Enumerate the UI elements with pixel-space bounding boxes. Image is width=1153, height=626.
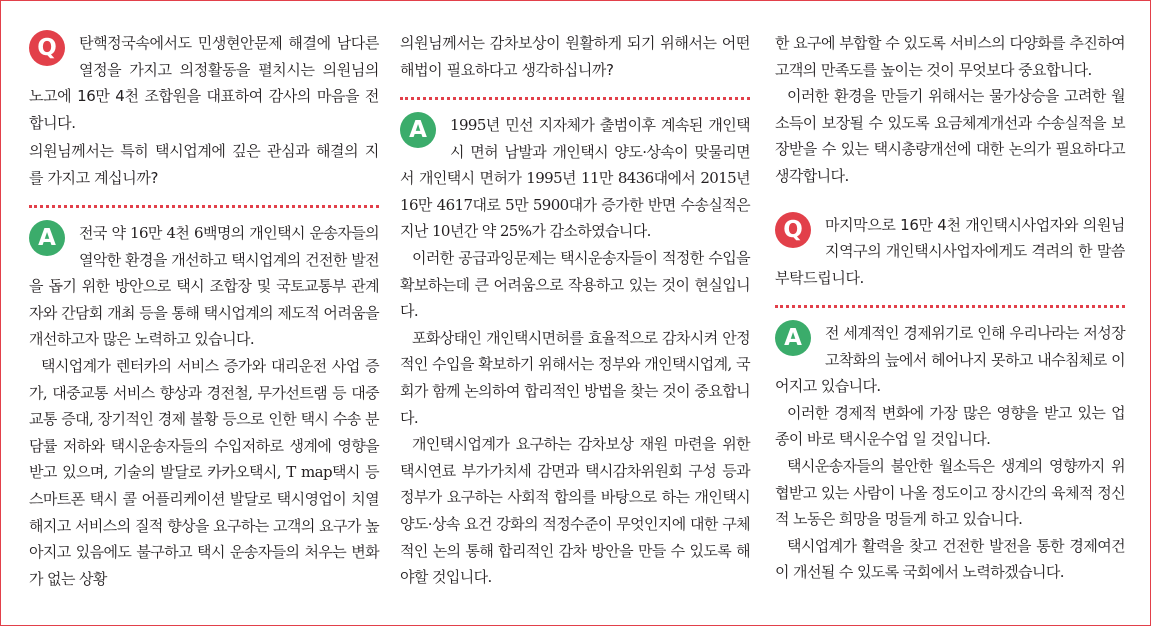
answer-paragraph: 1995년 민선 지자체가 출범이후 계속된 개인택시 면허 남발과 개인택시 양도·상속이 맞물리면서 개인택시 면허가 1995년 11만 8436대에서 2015년 16만 4617대로 5만 5900대가 증가한 반면 수송실적은 지난 10년간 약 25%가 감소하였습니다. [400, 116, 750, 241]
answer-paragraph: 포화상태인 개인택시면허를 효율적으로 감차시켜 안정적인 수입을 확보하기 위해서는 정부와 개인택시업계, 국회가 함께 논의하여 합리적인 방법을 찾는 것이 중요합니다. [400, 328, 750, 427]
answer-paragraph: 전 세계적인 경제위기로 인해 우리나라는 저성장 고착화의 늪에서 헤어나지 못하고 내수침체로 이어지고 있습니다. [775, 324, 1125, 396]
question-text: 탄핵정국속에서도 민생현안문제 해결에 남다른 열정을 가지고 의정활동을 펼치시는 의원님의 노고에 16만 4천 조합원을 대표하여 감사의 마음을 전합니다. [29, 34, 379, 132]
answer-paragraph: 한 요구에 부합할 수 있도록 서비스의 다양화를 추진하여 고객의 만족도를 높이는 것이 무엇보다 중요합니다. [775, 34, 1125, 79]
question-block-3 [775, 212, 1125, 292]
answer-block-1 [29, 220, 379, 592]
question-block-2 [400, 30, 750, 83]
dotted-divider [400, 97, 750, 100]
answer-paragraph: 이러한 공급과잉문제는 택시운송자들이 적정한 수입을 확보하는데 큰 어려움으로 작용하고 있는 것이 현실입니다. [400, 248, 750, 321]
answer-badge: A [29, 220, 65, 256]
answer-paragraph: 전국 약 16만 4천 6백명의 개인택시 운송자들의 열악한 환경을 개선하고 택시업계의 건전한 발전을 돕기 위한 방안으로 택시 조합장 및 국토교통부 관계자와 간담회 개최 등을 통해 택시업계의 제도적 어려움을 개선하고자 많은 노력하고 있습니다. [29, 224, 379, 349]
column-1 [29, 30, 379, 592]
spacer [775, 190, 1125, 212]
answer-paragraph: 택시업계가 렌터카의 서비스 증가와 대리운전 사업 증가, 대중교통 서비스 향상과 경전철, 무가선트램 등 대중교통 증대, 장기적인 경제 불황 등으로 인한 택시 수송 분담률 저하와 택시운송자들의 수입저하로 생계에 영향을 받고 있으며, 기술의 발달로 카카오택시, T map택시 등 스마트폰 택시 콜 어플리케이션 발달로 택시영업이 치열해지고 서비스의 질적 향상을 요구하는 고객의 요구가 높아지고 있음에도 불구하고 택시 운송자들의 처우는 변화가 없는 상황 [29, 356, 379, 588]
answer-paragraph: 택시운송자들의 불안한 월소득은 생계의 영향까지 위협받고 있는 사람이 나올 정도이고 장시간의 육체적 정신적 노동은 희망을 멍들게 하고 있습니다. [775, 457, 1125, 529]
answer-block-2 [400, 112, 750, 591]
question-text: 마지막으로 16만 4천 개인택시사업자와 의원님 지역구의 개인택시사업자에게도 격려의 한 말씀 부탁드립니다. [775, 215, 1125, 287]
answer-continuation [775, 30, 1125, 190]
answer-paragraph: 이러한 환경을 만들기 위해서는 물가상승을 고려한 월 소득이 보장될 수 있도록 요금체계개선과 수송실적을 보장받을 수 있는 택시총량개선에 대한 논의가 필요하다고 생각합니다. [775, 87, 1125, 185]
question-block-1 [29, 30, 379, 191]
question-text: 의원님께서는 특히 택시업계에 깊은 관심과 해결의 지를 가지고 계십니까? [29, 142, 379, 187]
answer-paragraph: 택시업계가 활력을 찾고 건전한 발전을 통한 경제여건이 개선될 수 있도록 국회에서 노력하겠습니다. [775, 536, 1125, 582]
answer-block-3 [775, 320, 1125, 586]
answer-paragraph: 개인택시업계가 요구하는 감차보상 재원 마련을 위한 택시연료 부가가치세 감면과 택시감차위원회 구성 등과 정부가 요구하는 사회적 합의를 바탕으로 하는 개인택시 양도·상속 요건 강화의 적정수준이 무엇인지에 대한 구체적인 논의 통해 합리적인 감차 방안을 만들 수 있도록 해야할 것입니다. [400, 435, 750, 587]
answer-badge: A [775, 320, 811, 356]
question-badge: Q [29, 30, 65, 66]
answer-badge: A [400, 112, 436, 148]
question-badge: Q [775, 212, 811, 248]
dotted-divider [29, 205, 379, 208]
answer-paragraph: 이러한 경제적 변화에 가장 많은 영향을 받고 있는 업종이 바로 택시운수업 일 것입니다. [775, 403, 1125, 449]
column-3 [775, 30, 1125, 586]
column-2 [400, 30, 750, 591]
dotted-divider [775, 305, 1125, 308]
question-text: 의원님께서는 감차보상이 원활하게 되기 위해서는 어떤 해법이 필요하다고 생각하십니까? [400, 34, 750, 79]
